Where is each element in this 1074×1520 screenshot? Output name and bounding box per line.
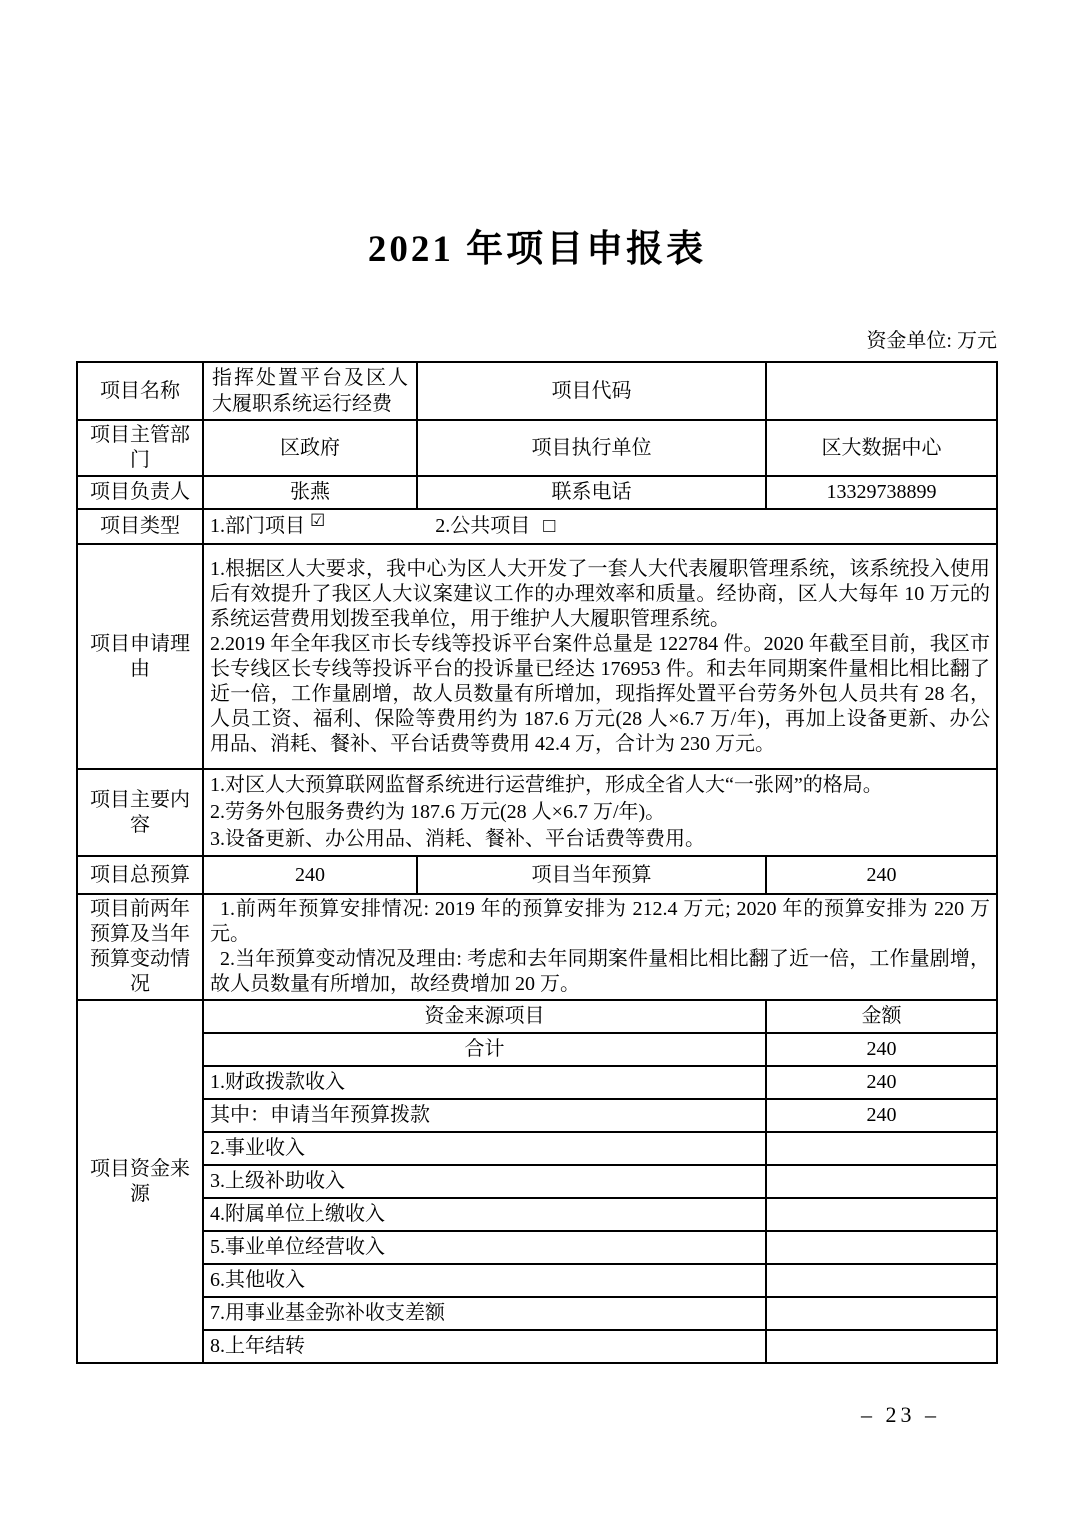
- project-name-value: 指挥处置平台及区人大履职系统运行经费: [203, 362, 417, 420]
- funding-item-label: 7.用事业基金弥补收支差额: [203, 1297, 766, 1330]
- funding-row-other-income: [77, 1264, 997, 1297]
- previous-budget-label: 项目前两年预算及当年预算变动情况: [77, 894, 203, 1000]
- funding-item-label: 2.事业收入: [203, 1132, 766, 1165]
- funding-item-amount: [766, 1231, 997, 1264]
- previous-budget-text: [203, 894, 997, 1000]
- funding-item-amount: [766, 1198, 997, 1231]
- previous-budget-paragraph: 1.前两年预算安排情况: 2019 年的预算安排为 212.4 万元; 2020 年的预算安排为 220 万元。: [210, 898, 990, 945]
- current-year-budget-label: 项目当年预算: [417, 856, 766, 894]
- main-content-item: 2.劳务外包服务费约为 187.6 万元(28 人×6.7 万/年)。: [210, 801, 666, 823]
- project-leader-value: 张燕: [203, 476, 417, 509]
- funding-row-total: [77, 1033, 997, 1066]
- total-budget-value: 240: [203, 856, 417, 894]
- previous-budget-paragraph: 2.当年预算变动情况及理由: 考虑和去年同期案件量相比相比翻了近一倍，工作量剧增，故人员数量有所增加，故经费增加 20 万。: [210, 948, 990, 995]
- total-budget-label: 项目总预算: [77, 856, 203, 894]
- application-reason-label: 项目申请理由: [77, 544, 203, 769]
- row-project-name: [77, 362, 997, 420]
- funding-item-label: 6.其他收入: [203, 1264, 766, 1297]
- row-project-leader: [77, 476, 997, 509]
- funding-item-label: 8.上年结转: [203, 1330, 766, 1363]
- funding-row-operating-income: [77, 1231, 997, 1264]
- application-reason-paragraph: 1.根据区人大要求，我中心为区人大开发了一套人大代表履职管理系统，该系统投入使用后有效提升了我区人大议案建议工作的办理效率和质量。经协商，区人大每年 10 万元的系统运营费用划拨至我单位，用于维护人大履职管理系统。: [210, 557, 990, 630]
- funding-item-label: 5.事业单位经营收入: [203, 1231, 766, 1264]
- funding-item-amount: [766, 1132, 997, 1165]
- funding-item-label: 4.附属单位上缴收入: [203, 1198, 766, 1231]
- main-content-item: 1.对区人大预算联网监督系统进行运营维护，形成全省人大“一张网”的格局。: [210, 774, 883, 796]
- funding-item-amount: 240: [766, 1033, 997, 1066]
- project-application-table: [76, 361, 998, 1364]
- option-public-project-label: 2.公共项目: [435, 515, 531, 537]
- project-type-label: 项目类型: [77, 509, 203, 544]
- funding-amount-column-header: 金额: [766, 1000, 997, 1033]
- funding-header-row: [77, 1000, 997, 1033]
- funding-item-label: 1.财政拨款收入: [203, 1066, 766, 1099]
- funding-item-amount: [766, 1297, 997, 1330]
- funding-source-label: 项目资金来源: [77, 1000, 203, 1363]
- checkbox-public-project-empty-icon: □: [543, 515, 556, 537]
- funding-item-label: 其中：申请当年预算拨款: [203, 1099, 766, 1132]
- supervising-department-value: 区政府: [203, 420, 417, 476]
- executing-unit-label: 项目执行单位: [417, 420, 766, 476]
- funding-item-amount: [766, 1330, 997, 1363]
- funding-row-business-income: [77, 1132, 997, 1165]
- application-reason-paragraph: 2.2019 年全年我区市长专线等投诉平台案件总量是 122784 件。2020 年截至目前，我区市长专线区长专线等投诉平台的投诉量已经达 176953 件。和去年同期案件量相比相比翻了近一倍，工作量剧增，故人员数量有所增加，现指挥处置平台劳务外包人员共有 28 名，人员工资、福利、保险等费用约为 187.6 万元(28 人×6.7 万/年)，再加上设备更新、办公用品、消耗、餐补、平台话费等费用 42.4 万，合计为 230 万元。: [210, 632, 990, 755]
- page-number: – 23 –: [861, 1402, 940, 1427]
- project-code-value: [766, 362, 997, 420]
- project-name-label: 项目名称: [77, 362, 203, 420]
- row-application-reason: [77, 544, 997, 769]
- supervising-department-label: 项目主管部门: [77, 420, 203, 476]
- main-content-text: [203, 769, 997, 856]
- main-content-item: 3.设备更新、办公用品、消耗、餐补、平台话费等费用。: [210, 828, 705, 850]
- row-previous-budget: [77, 894, 997, 1000]
- funding-item-amount: [766, 1165, 997, 1198]
- funding-row-affiliated-unit-income: [77, 1198, 997, 1231]
- project-type-options: [203, 509, 997, 544]
- row-main-content: [77, 769, 997, 856]
- funding-item-label: 3.上级补助收入: [203, 1165, 766, 1198]
- project-leader-label: 项目负责人: [77, 476, 203, 509]
- funding-item-amount: 240: [766, 1099, 997, 1132]
- row-supervising-department: [77, 420, 997, 476]
- row-total-budget: [77, 856, 997, 894]
- funding-row-fiscal-appropriation: [77, 1066, 997, 1099]
- funding-row-current-year-appropriation: [77, 1099, 997, 1132]
- row-project-type: [77, 509, 997, 544]
- executing-unit-value: 区大数据中心: [766, 420, 997, 476]
- funding-row-superior-subsidy: [77, 1165, 997, 1198]
- funding-item-label: 合计: [203, 1033, 766, 1066]
- funding-item-amount: [766, 1264, 997, 1297]
- project-code-label: 项目代码: [417, 362, 766, 420]
- main-content-label: 项目主要内容: [77, 769, 203, 856]
- funding-row-fund-balance: [77, 1297, 997, 1330]
- checkbox-department-project-checked-icon: ☑: [310, 511, 326, 530]
- funding-row-carryover: [77, 1330, 997, 1363]
- option-department-project-label: 1.部门项目: [210, 515, 305, 537]
- current-year-budget-value: 240: [766, 856, 997, 894]
- application-reason-text: [203, 544, 997, 769]
- document-title: 2021 年项目申报表: [367, 229, 707, 270]
- contact-phone-value: 13329738899: [766, 476, 997, 509]
- funding-source-column-header: 资金来源项目: [203, 1000, 766, 1033]
- funding-item-amount: 240: [766, 1066, 997, 1099]
- fund-unit-note: 资金单位: 万元: [866, 330, 997, 352]
- contact-phone-label: 联系电话: [417, 476, 766, 509]
